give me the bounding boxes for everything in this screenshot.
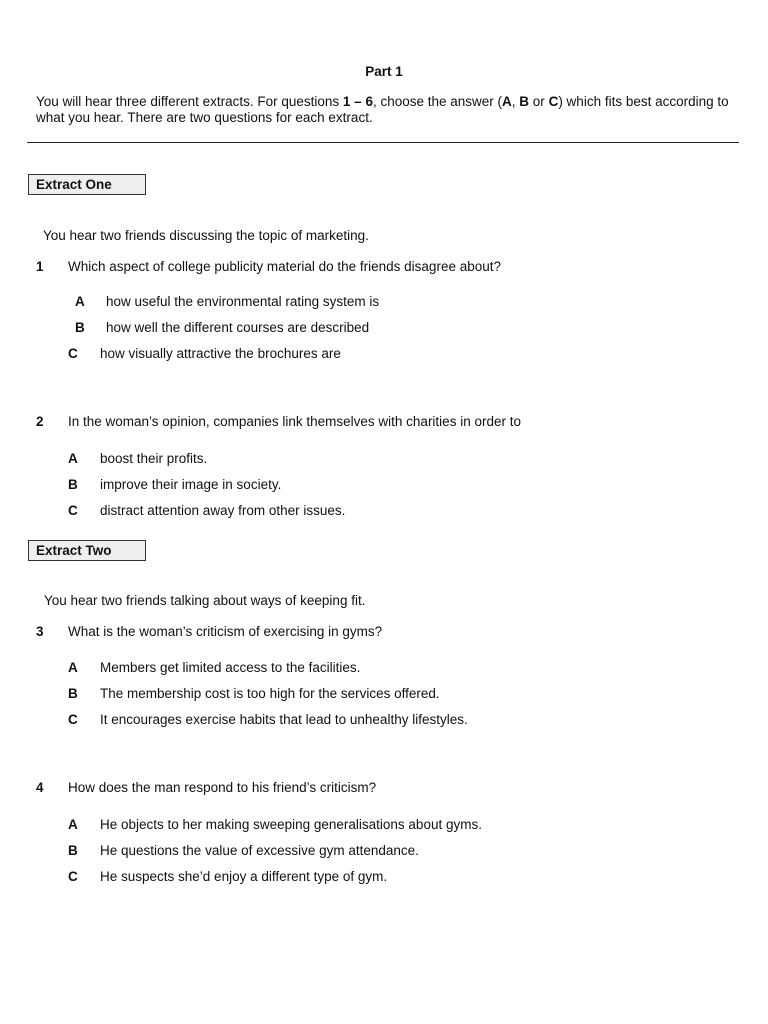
q3-option-c-text[interactable]: It encourages exercise habits that lead to unhealthy lifestyles. [100,712,468,727]
q1-option-c-letter[interactable]: C [68,346,78,361]
question-3-text: What is the woman’s criticism of exercising in gyms? [68,624,383,639]
instructions-text: , [511,94,520,109]
instructions-text: , choose the answer ( [372,94,503,109]
q4-option-a-letter[interactable]: A [68,817,78,832]
instructions-text: ) which fits best according to what you hear. There are two questions for each extract. [36,94,729,125]
extract-one-context: You hear two friends discussing the topic of marketing. [43,228,369,243]
q2-option-b-text[interactable]: improve their image in society. [100,477,282,492]
page-title: Part 1 [365,64,403,79]
q4-option-a-text[interactable]: He objects to her making sweeping generalisations about gyms. [100,817,482,832]
q2-option-a-letter[interactable]: A [68,451,78,466]
extract-two-label: Extract Two [28,540,146,561]
instructions [36,94,736,126]
instructions-text: or [529,94,549,109]
q4-option-c-text[interactable]: He suspects she’d enjoy a different type of gym. [100,869,388,884]
question-2-number: 2 [36,414,44,429]
instructions-bold: C [548,94,559,109]
instructions-bold: A [502,94,512,109]
q3-option-b-letter[interactable]: B [68,686,78,701]
q1-option-b-text[interactable]: how well the different courses are described [106,320,370,335]
instructions-text: You will hear three different extracts. For questions [36,94,343,109]
extract-two-context: You hear two friends talking about ways of keeping fit. [44,593,366,608]
q2-option-b-letter[interactable]: B [68,477,78,492]
q1-option-c-text[interactable]: how visually attractive the brochures are [100,346,341,361]
q3-option-b-text[interactable]: The membership cost is too high for the services offered. [100,686,440,701]
q2-option-c-letter[interactable]: C [68,503,78,518]
divider [27,142,739,143]
question-1-text: Which aspect of college publicity material do the friends disagree about? [68,259,501,274]
q1-option-b-letter[interactable]: B [75,320,85,335]
q3-option-c-letter[interactable]: C [68,712,78,727]
question-2-text: In the woman’s opinion, companies link themselves with charities in order to [68,414,521,429]
extract-one-label: Extract One [28,174,146,195]
q4-option-b-text[interactable]: He questions the value of excessive gym attendance. [100,843,419,858]
q1-option-a-text[interactable]: how useful the environmental rating system is [106,294,380,309]
q4-option-c-letter[interactable]: C [68,869,78,884]
question-4-text: How does the man respond to his friend’s criticism? [68,780,377,795]
q3-option-a-letter[interactable]: A [68,660,78,675]
q3-option-a-text[interactable]: Members get limited access to the facilities. [100,660,361,675]
q2-option-a-text[interactable]: boost their profits. [100,451,208,466]
instructions-bold: 1 – 6 [342,94,373,109]
instructions-bold: B [519,94,530,109]
question-4-number: 4 [36,780,44,795]
q4-option-b-letter[interactable]: B [68,843,78,858]
question-3-number: 3 [36,624,44,639]
q1-option-a-letter[interactable]: A [75,294,85,309]
question-1-number: 1 [36,259,44,274]
q2-option-c-text[interactable]: distract attention away from other issues. [100,503,346,518]
